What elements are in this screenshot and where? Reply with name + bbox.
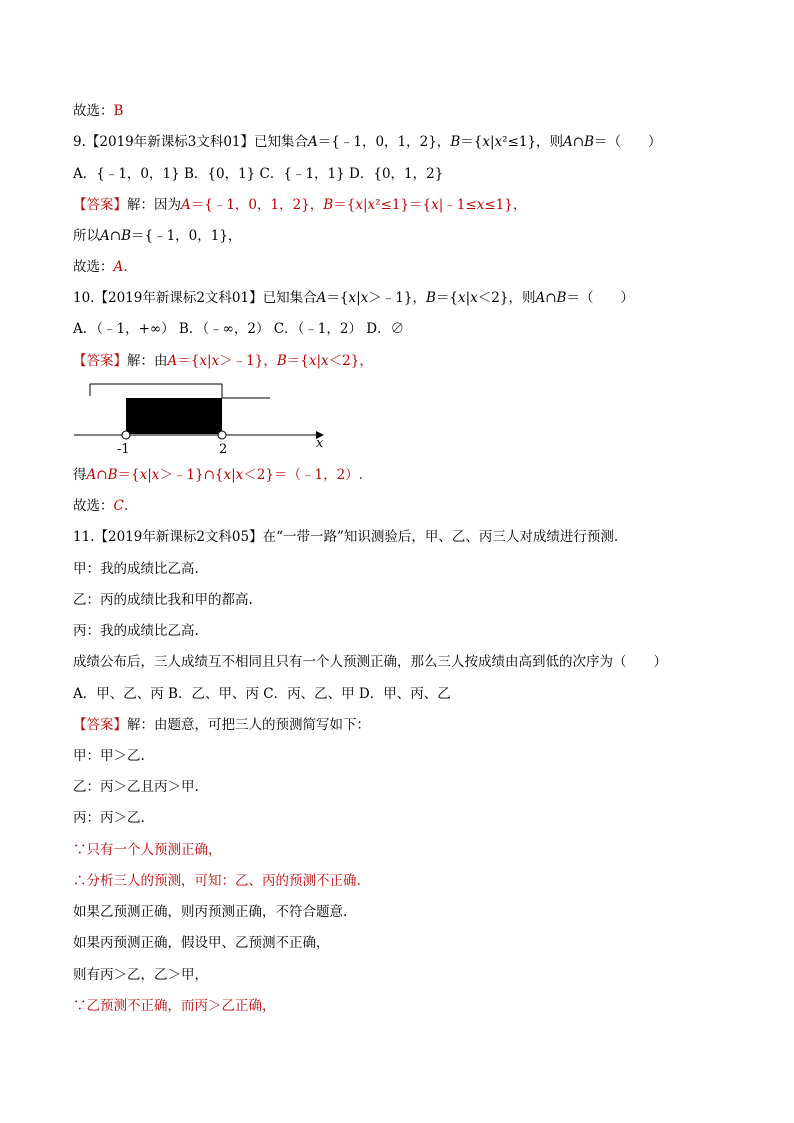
answer-11-line-d: 丙：丙＞乙. (73, 810, 145, 826)
answer-11: 【答案】解：由题意，可把三人的预测简写如下： (73, 717, 370, 733)
answer-11-line-i: 则有丙＞乙，乙＞甲， (73, 967, 208, 983)
label-x: x (316, 436, 324, 451)
question-11-options: A．甲、乙、丙 B．乙、甲、丙 C．丙、乙、甲 D．甲、丙、乙 (73, 686, 451, 702)
label-2: 2 (219, 442, 228, 457)
question-11-line-c: 丙：我的成绩比乙高. (73, 623, 199, 639)
question-9: 9.【2019年新课标3文科01】已知集合A＝{﹣1，0，1，2}，B＝{x|x²≤1}，则A∩B＝（ ） (73, 134, 662, 150)
answer-11-line-c: 乙：丙＞乙且丙＞甲. (73, 779, 199, 795)
label-minus-1: -1 (117, 442, 130, 457)
answer-9-line3: 故选：A. (73, 259, 128, 275)
answer-11-line-e: ∵只有一个人预测正确， (73, 842, 222, 858)
answer-11-line-g: 如果乙预测正确，则丙预测正确，不符合题意. (73, 904, 348, 920)
answer-11-line-h: 如果丙预测正确，假设甲、乙预测不正确， (73, 935, 330, 951)
question-10-options: A．（﹣1，+∞） B．（﹣∞，2） C．（﹣1，2） D．∅ (73, 321, 405, 337)
question-9-options: A．{﹣1，0，1} B．{0，1} C．{﹣1，1} D．{0，1，2} (73, 166, 444, 182)
number-line-figure (70, 378, 340, 458)
question-11-line-b: 乙：丙的成绩比我和甲的都高. (73, 592, 253, 608)
question-11: 11.【2019年新课标2文科05】在“一带一路”知识测验后，甲、乙、丙三人对成绩进行预测. (73, 529, 619, 545)
question-11-line-d: 成绩公布后，三人成绩互不相同且只有一个人预测正确，那么三人按成绩由高到低的次序为（ ） (73, 654, 667, 670)
intersection-region (126, 398, 222, 434)
question-10: 10.【2019年新课标2文科01】已知集合A＝{x|x＞﹣1}，B＝{x|x＜2}，则A∩B＝（ ） (73, 290, 634, 306)
open-point-2 (218, 431, 226, 439)
answer-9-line2: 所以A∩B＝{﹣1，0，1}， (73, 228, 242, 244)
answer-10: 【答案】解：由A＝{x|x＞﹣1}，B＝{x|x＜2}， (73, 353, 373, 369)
answer-11-line-j: ∵乙预测不正确，而丙＞乙正确， (73, 998, 276, 1014)
open-point-minus-1 (122, 431, 130, 439)
answer-11-line-f: ∴分析三人的预测，可知：乙、丙的预测不正确. (73, 873, 361, 889)
answer-10-line3: 故选：C. (73, 498, 129, 514)
answer-11-line-b: 甲：甲＞乙. (73, 748, 145, 764)
answer-line: 故选：B (73, 103, 124, 119)
answer-9: 【答案】解：因为A＝{﹣1，0，1，2}，B＝{x|x²≤1}＝{x|﹣1≤x≤1}， (73, 197, 527, 213)
answer-10-line2: 得A∩B＝{x|x＞﹣1}∩{x|x＜2}＝（﹣1，2）. (73, 467, 363, 483)
question-11-line-a: 甲：我的成绩比乙高. (73, 561, 199, 577)
